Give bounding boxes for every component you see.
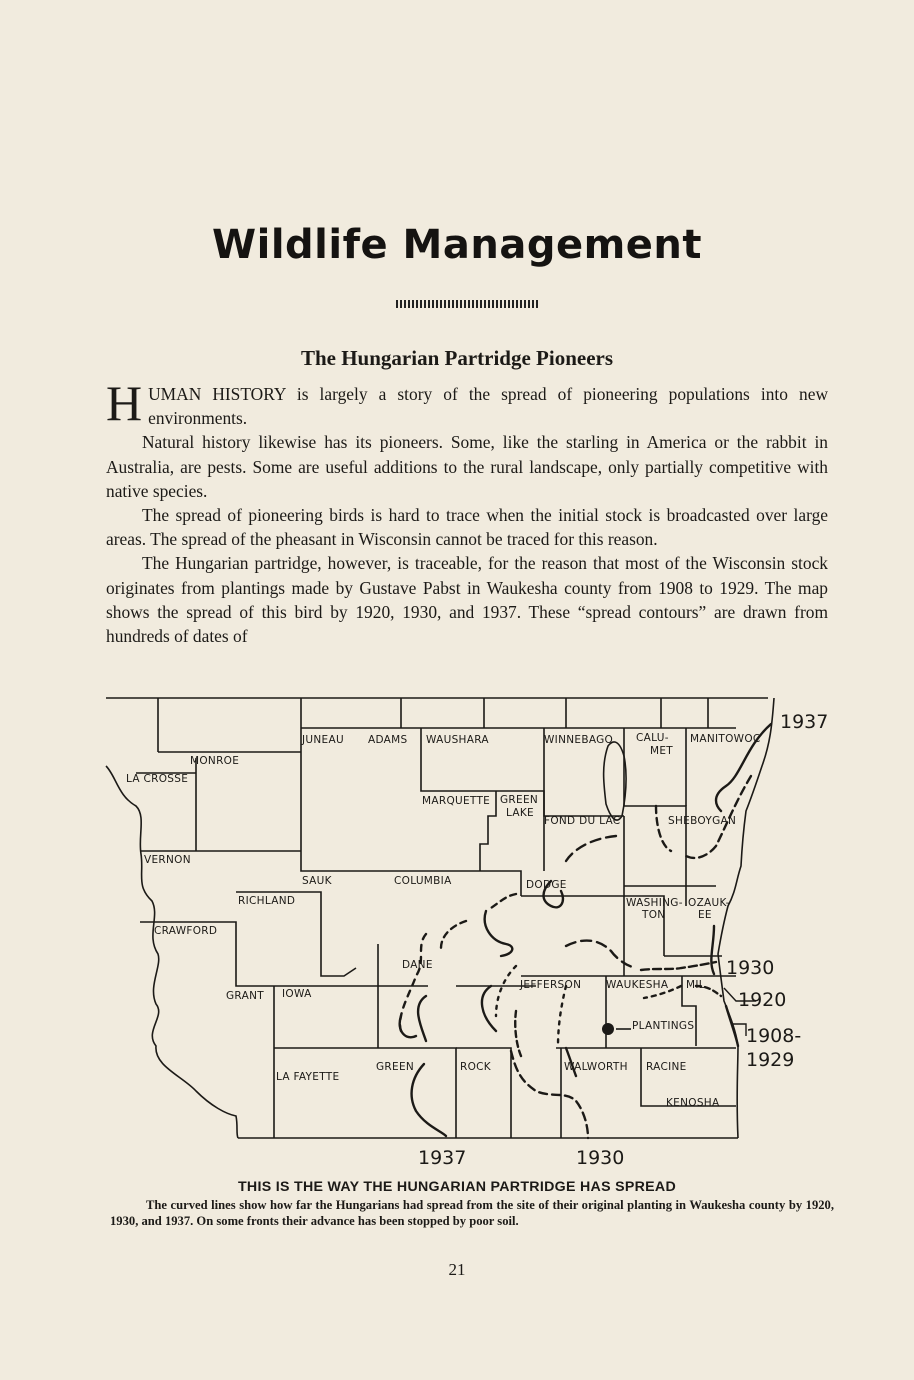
- article-body: [106, 375, 828, 648]
- county-vernon: VERNON: [144, 854, 191, 866]
- wisconsin-spread-map: [96, 686, 829, 1170]
- county-juneau: JUNEAU: [302, 734, 344, 746]
- county-kenosha: KENOSHA: [666, 1097, 720, 1109]
- label-1937-east: 1937: [780, 711, 829, 733]
- label-plantings-years-2: 1929: [746, 1049, 795, 1071]
- county-richland: RICHLAND: [238, 895, 296, 907]
- drop-cap: H: [106, 375, 143, 431]
- title-divider: [396, 300, 540, 308]
- county-washington-line-1: WASHING-: [626, 897, 683, 909]
- county-sauk: SAUK: [302, 875, 332, 887]
- county-columbia: COLUMBIA: [394, 875, 452, 887]
- county-fond-du-lac: FOND DU LAC: [544, 815, 621, 827]
- county-dane: DANE: [402, 959, 433, 971]
- county-calumet-line-2: MET: [650, 745, 674, 757]
- plantings-label: PLANTINGS: [632, 1020, 695, 1032]
- label-1937-south: 1937: [418, 1147, 467, 1169]
- county-sheboygan: SHEBOYGAN: [668, 815, 737, 827]
- county-ozaukee-line-2: EE: [698, 909, 712, 921]
- label-1930-south: 1930: [576, 1147, 625, 1169]
- county-waushara: WAUSHARA: [426, 734, 489, 746]
- county-iowa: IOWA: [282, 988, 312, 1000]
- paragraph-1-text: UMAN HISTORY is largely a story of the spread of pioneering populations into new environments.: [148, 384, 828, 429]
- label-plantings-years-1: 1908-: [746, 1025, 802, 1047]
- paragraph-4: The Hungarian partridge, however, is traceable, for the reason that most of the Wisconsin stock originates from plantings made by Gustave Pabst in Waukesha county from 1908 to 1929. The map shows the spread of this bird by 1920, 1930, and 1937. These “spread contours” are drawn from hundreds of dates of: [106, 553, 828, 647]
- map-caption-body: The curved lines show how far the Hungarians had spread from the site of their original planting in Waukesha county by 1920, 1930, and 1937. On some fronts their advance has been stopped by poor soil.: [110, 1198, 834, 1228]
- county-rock: ROCK: [460, 1061, 491, 1073]
- paragraph-2: Natural history likewise has its pioneers. Some, like the starling in America or the rabbit in Australia, are pests. Some are useful additions to the rural landscape, only partially competitive with native species.: [106, 432, 828, 501]
- article-heading: The Hungarian Partridge Pioneers: [300, 346, 614, 370]
- paragraph-3: The spread of pioneering birds is hard to trace when the initial stock is broadcasted over large areas. The spread of the pheasant in Wisconsin cannot be traced for this reason.: [106, 505, 828, 550]
- paragraph-1: [106, 375, 828, 431]
- county-crawford: CRAWFORD: [154, 925, 218, 937]
- county-green: GREEN: [376, 1061, 415, 1073]
- county-manitowoc: MANITOWOC: [690, 733, 761, 745]
- county-racine: RACINE: [646, 1061, 687, 1073]
- county-calumet-line-1: CALU-: [636, 732, 669, 744]
- county-winnebago: WINNEBAGO: [544, 734, 614, 746]
- plantings-site-marker: [602, 1023, 614, 1035]
- contour-year-labels: [418, 711, 828, 1169]
- county-grant: GRANT: [226, 990, 264, 1002]
- county-dodge: DODGE: [526, 879, 567, 891]
- county-monroe: MONROE: [190, 755, 240, 767]
- county-la-fayette: LA FAYETTE: [276, 1071, 340, 1083]
- county-marquette: MARQUETTE: [422, 795, 491, 807]
- label-1930-east: 1930: [726, 957, 775, 979]
- map-figure: [96, 686, 829, 1170]
- map-caption-title: THIS IS THE WAY THE HUNGARIAN PARTRIDGE HAS SPREAD: [237, 1179, 677, 1195]
- county-washington-line-2: TON: [642, 909, 666, 921]
- county-walworth: WALWORTH: [564, 1061, 628, 1073]
- label-1920-east: 1920: [738, 989, 787, 1011]
- county-green-lake-line-2: LAKE: [506, 807, 534, 819]
- page-title: Wildlife Management: [212, 222, 702, 268]
- county-adams: ADAMS: [368, 734, 408, 746]
- county-green-lake-line-1: GREEN: [500, 794, 539, 806]
- lake-winnebago: [604, 742, 627, 820]
- county-waukesha: WAUKESHA: [606, 979, 669, 991]
- page-number: 21: [448, 1260, 466, 1279]
- county-jefferson: JEFFERSON: [520, 979, 582, 991]
- county-milwaukee: MIL.: [686, 979, 709, 991]
- county-ozaukee-line-1: OZAUK-: [688, 897, 730, 909]
- county-la-crosse: LA CROSSE: [126, 773, 189, 785]
- county-labels: [126, 732, 761, 1109]
